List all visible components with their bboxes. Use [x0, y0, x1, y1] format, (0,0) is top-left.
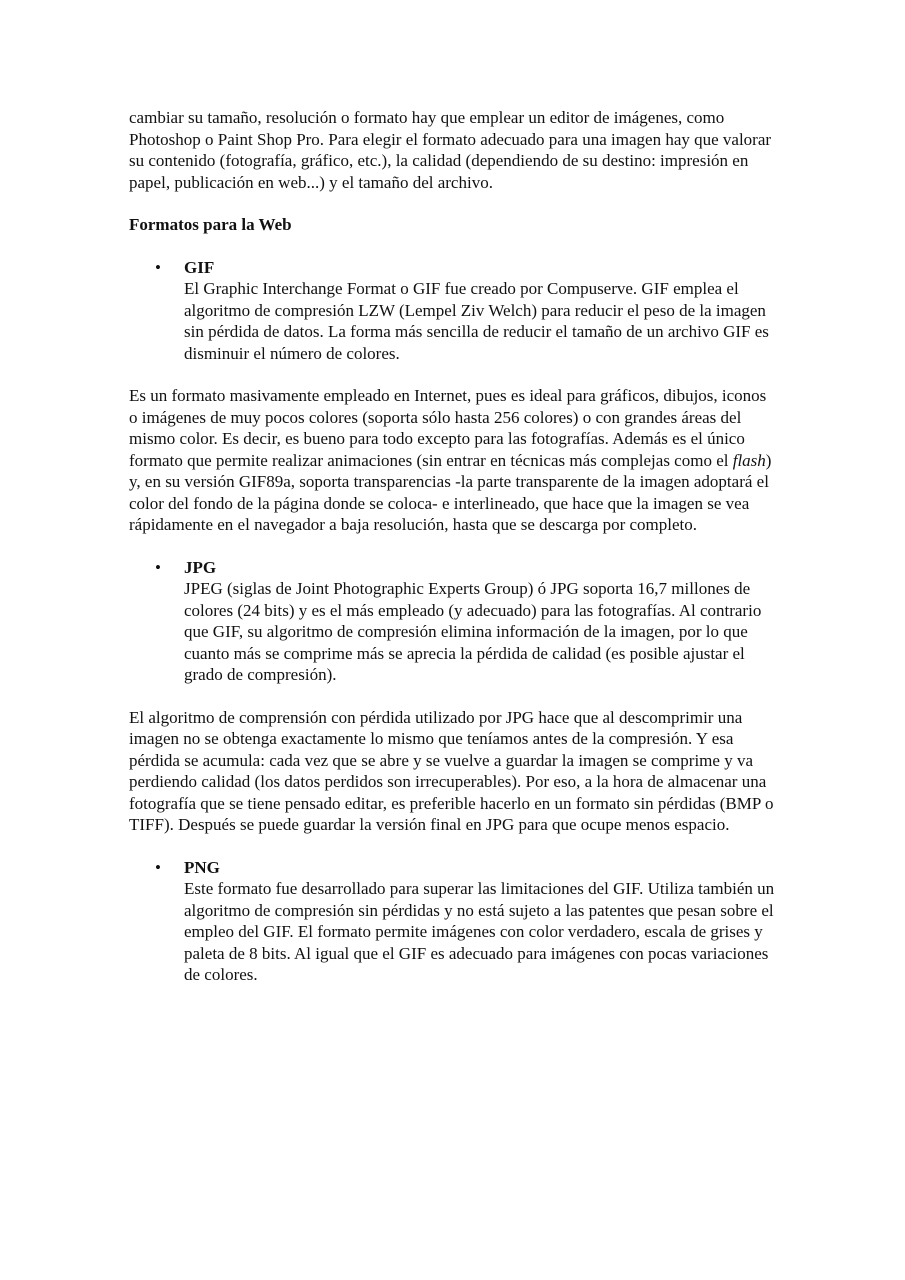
png-title: PNG: [184, 857, 220, 877]
jpg-description: JPEG (siglas de Joint Photographic Experts Group) ó JPG soporta 16,7 millones de colores (24 bits) y es el más empleado (y adecuado) para las fotografías. Al contrario que GIF, su algoritmo de compresión elimina información de la imagen, por lo que cuanto más se comprime más se aprecia la pérdida de calidad (es posible ajustar el grado de compresión).: [184, 579, 762, 684]
bullet-icon: •: [155, 557, 161, 577]
gif-title: GIF: [184, 257, 215, 277]
list-item-gif: [129, 257, 779, 365]
png-list: [129, 857, 779, 986]
png-description: Este formato fue desarrollado para superar las limitaciones del GIF. Utiliza también un algoritmo de compresión sin pérdidas y no está sujeto a las patentes que pesan sobre el empleo del GIF. El formato permite imágenes con color verdadero, escala de grises y paleta de 8 bits. Al igual que el GIF es adecuado para imágenes con pocas variaciones de colores.: [184, 879, 775, 984]
document-page: [129, 107, 779, 1007]
gif-paragraph-part1: Es un formato masivamente empleado en Internet, pues es ideal para gráficos, dibujos, iconos o imágenes de muy pocos colores (soporta sólo hasta 256 colores) o con grandes áreas del mismo color. Es decir, es bueno para todo excepto para las fotografías. Además es el único formato que permite realizar animaciones (sin entrar en técnicas más complejas como el: [129, 386, 767, 470]
bullet-icon: •: [155, 257, 161, 277]
list-item-jpg: [129, 557, 779, 686]
gif-list: [129, 257, 779, 365]
jpg-list: [129, 557, 779, 686]
list-item-png: [129, 857, 779, 986]
gif-paragraph-italic: flash: [732, 450, 766, 470]
jpg-paragraph: El algoritmo de comprensión con pérdida utilizado por JPG hace que al descomprimir una imagen no se obtenga exactamente lo mismo que teníamos antes de la compresión. Y esa pérdida se acumula: cada vez que se abre y se vuelve a guardar la imagen se comprime y va perdiendo calidad (los datos perdidos son irrecuperables). Por eso, a la hora de almacenar una fotografía que se tiene pensado editar, es preferible hacerlo en un formato sin pérdidas (BMP o TIFF). Después se puede guardar la versión final en JPG para que ocupe menos espacio.: [129, 707, 774, 834]
gif-paragraph: [129, 385, 779, 536]
bullet-icon: •: [155, 857, 161, 877]
gif-paragraph-part2: ) y, en su versión GIF89a, soporta transparencias -la parte transparente de la imagen adoptará el color del fondo de la página donde se coloca- e interlineado, que hace que la imagen se vea rápidamente en el navegador a baja resolución, hasta que se descarga por completo.: [129, 450, 772, 534]
section-heading: Formatos para la Web: [129, 215, 292, 234]
jpg-title: JPG: [184, 557, 217, 577]
gif-description: El Graphic Interchange Format o GIF fue creado por Compuserve. GIF emplea el algoritmo de compresión LZW (Lempel Ziv Welch) para reducir el peso de la imagen sin pérdida de datos. La forma más sencilla de reducir el tamaño de un archivo GIF es disminuir el número de colores.: [184, 279, 769, 363]
intro-paragraph: cambiar su tamaño, resolución o formato hay que emplear un editor de imágenes, como Photoshop o Paint Shop Pro. Para elegir el formato adecuado para una imagen hay que valorar su contenido (fotografía, gráfico, etc.), la calidad (dependiendo de su destino: impresión en papel, publicación en web...) y el tamaño del archivo.: [129, 108, 772, 192]
